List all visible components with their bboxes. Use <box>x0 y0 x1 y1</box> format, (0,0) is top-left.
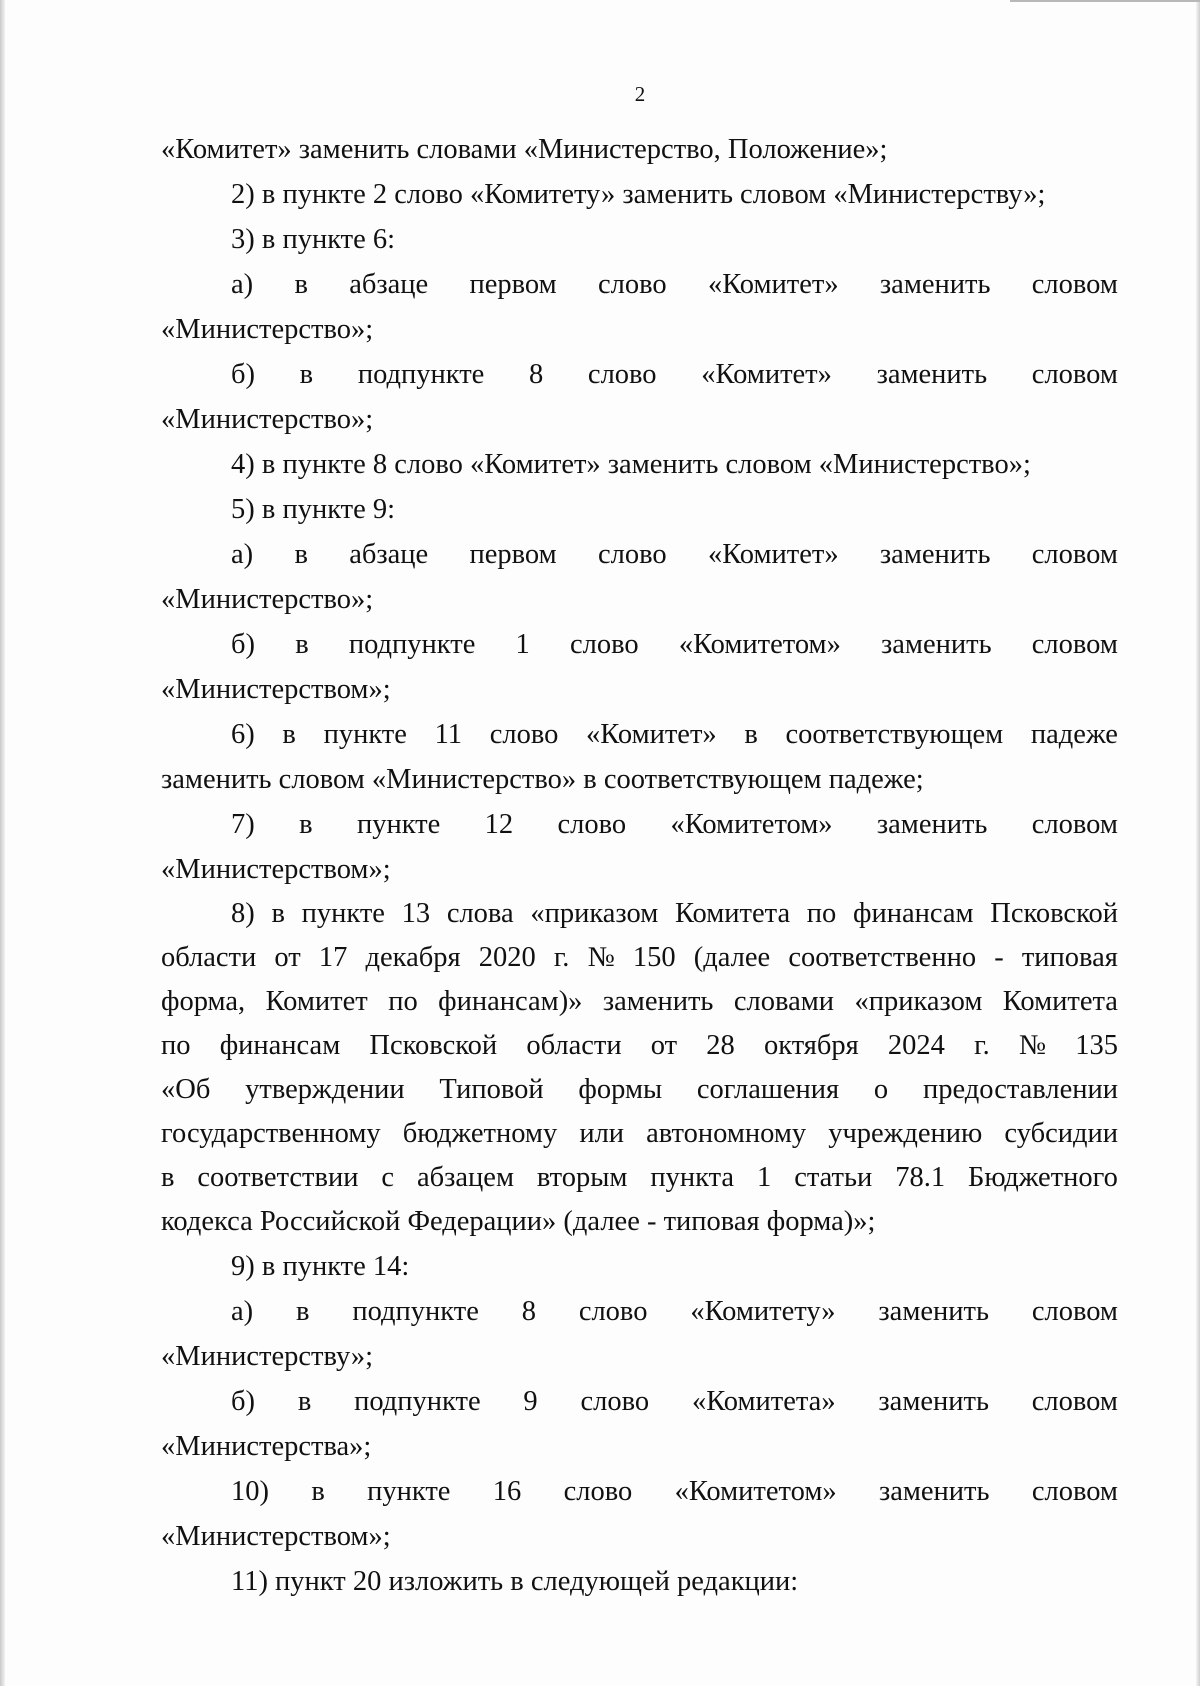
word: бюджетному <box>402 1118 558 1149</box>
word: слово <box>597 269 667 300</box>
justified-line <box>161 1289 1118 1334</box>
word: в <box>299 809 313 840</box>
word: пункте <box>356 809 441 840</box>
paragraph <box>161 532 1118 622</box>
word: в <box>744 719 758 750</box>
word: 17 <box>318 942 348 973</box>
word: пункте <box>301 898 385 929</box>
word: финансам <box>219 1030 341 1061</box>
word: 1 <box>515 629 530 660</box>
word: предоставлении <box>922 1074 1118 1105</box>
word: подпункте <box>354 1386 481 1417</box>
word: словом <box>1031 1476 1118 1507</box>
word: в <box>299 359 314 390</box>
paragraph <box>161 712 1118 802</box>
word: области <box>526 1030 622 1061</box>
word: пункте <box>323 719 407 750</box>
word: «Комитету» <box>690 1296 836 1327</box>
word: словом <box>1031 629 1118 660</box>
word: пункте <box>367 1476 451 1507</box>
word: финансам <box>853 898 974 929</box>
word: 135 <box>1075 1030 1118 1061</box>
word: слово <box>489 719 559 750</box>
text-line: «Министерством»; <box>161 854 391 885</box>
word: заменить <box>878 1386 989 1417</box>
word: б) <box>231 1386 255 1417</box>
scan-edge-top <box>1010 0 1200 2</box>
word: словом <box>1031 539 1118 570</box>
word: «приказом <box>530 898 659 929</box>
word: подпункте <box>348 629 476 660</box>
word: (далее <box>693 942 771 973</box>
word: слово <box>563 1476 633 1507</box>
word: вторым <box>536 1162 628 1193</box>
paragraph <box>161 1469 1118 1559</box>
paragraph <box>161 262 1118 352</box>
word: подпункте <box>357 359 485 390</box>
word: «Комитетом» <box>674 1476 837 1507</box>
word: в <box>282 719 296 750</box>
word: абзаце <box>349 269 429 300</box>
word: заменить <box>879 539 991 570</box>
word: слово <box>587 359 657 390</box>
text-line: 4) в пункте 8 слово «Комитет» заменить словом «Министерство»; <box>231 449 1031 480</box>
word: в <box>294 539 308 570</box>
word: соответствующем <box>785 719 1004 750</box>
word: 2020 <box>478 942 536 973</box>
word: 9 <box>523 1386 538 1417</box>
paragraph <box>161 1289 1118 1379</box>
word: заменить <box>876 809 988 840</box>
paragraph <box>161 442 1118 487</box>
word: первом <box>469 269 557 300</box>
word: Комитета <box>674 898 791 929</box>
word: утверждении <box>245 1074 405 1105</box>
word: о <box>873 1074 889 1105</box>
word: а) <box>231 539 254 570</box>
word: заменить <box>879 269 991 300</box>
word: 10) <box>231 1476 269 1507</box>
text-line: кодекса Российской Федерации» (далее - типовая форма)»; <box>161 1206 876 1237</box>
word: «Комитет» <box>707 539 839 570</box>
paragraph <box>161 487 1118 532</box>
text-line: 11) пункт 20 изложить в следующей редакции: <box>231 1566 799 1597</box>
word: «Комитета» <box>691 1386 836 1417</box>
word: заменить <box>881 629 992 660</box>
word: Комитет <box>265 986 368 1017</box>
word: 11 <box>434 719 463 750</box>
text-line: «Комитет» заменить словами «Министерство, Положение»; <box>161 134 888 165</box>
justified-line <box>161 1112 1118 1156</box>
word: «Комитет» <box>707 269 839 300</box>
text-line: «Министерства»; <box>161 1431 372 1462</box>
justified-line <box>161 1469 1118 1514</box>
word: 8) <box>231 898 255 929</box>
word: заменить <box>876 359 988 390</box>
word: слова <box>446 898 514 929</box>
word: октября <box>763 1030 859 1061</box>
text-line: 3) в пункте 6: <box>231 224 396 255</box>
word: или <box>579 1118 625 1149</box>
justified-line <box>161 1024 1118 1068</box>
word: типовая <box>1021 942 1118 973</box>
word: статьи <box>794 1162 873 1193</box>
word: словами <box>733 986 835 1017</box>
word: в <box>295 629 309 660</box>
word: г. <box>553 942 570 973</box>
text-line: 5) в пункте 9: <box>231 494 396 525</box>
word: Типовой <box>439 1074 544 1105</box>
word: 6) <box>231 719 255 750</box>
text-line: «Министерство»; <box>161 584 374 615</box>
word: пункта <box>650 1162 735 1193</box>
word: декабря <box>365 942 461 973</box>
word: Комитета <box>1002 986 1118 1017</box>
word: абзацем <box>416 1162 514 1193</box>
word: первом <box>469 539 557 570</box>
paragraph <box>161 802 1118 892</box>
paragraph <box>161 352 1118 442</box>
word: б) <box>231 359 255 390</box>
word: субсидии <box>1004 1118 1118 1149</box>
word: слово <box>578 1296 648 1327</box>
text-line: «Министерством»; <box>161 1521 391 1552</box>
word: 8 <box>529 359 544 390</box>
word: 16 <box>492 1476 522 1507</box>
word: «Комитет» <box>701 359 832 390</box>
word: автономному <box>646 1118 807 1149</box>
word: «Об <box>161 1074 211 1105</box>
text-line: «Министерство»; <box>161 314 374 345</box>
word: словом <box>1031 269 1118 300</box>
page-number: 2 <box>634 82 646 106</box>
word: словом <box>1031 359 1118 390</box>
word: слово <box>557 809 627 840</box>
word: 78.1 <box>895 1162 946 1193</box>
word: по <box>388 986 418 1017</box>
word: от <box>650 1030 678 1061</box>
word: по <box>161 1030 191 1061</box>
word: подпункте <box>352 1296 479 1327</box>
text-line: заменить словом «Министерство» в соответствующем падеже; <box>161 764 924 795</box>
justified-line <box>161 532 1118 577</box>
word: 8 <box>521 1296 536 1327</box>
paragraph <box>161 1559 1118 1604</box>
justified-line <box>161 1068 1118 1112</box>
word: слово <box>580 1386 650 1417</box>
word: Псковской <box>369 1030 498 1061</box>
word: соответственно <box>788 942 977 973</box>
word: абзаце <box>349 539 429 570</box>
paragraph <box>161 1244 1118 1289</box>
word: а) <box>231 1296 254 1327</box>
paragraph <box>161 127 1118 172</box>
word: № <box>587 942 615 973</box>
word: слово <box>597 539 667 570</box>
word: 13 <box>401 898 431 929</box>
word: в <box>271 898 285 929</box>
word: в <box>311 1476 325 1507</box>
word: соглашения <box>696 1074 840 1105</box>
scan-edge-right <box>1196 0 1200 1686</box>
word: учреждению <box>828 1118 983 1149</box>
word: «Комитет» <box>586 719 717 750</box>
justified-line <box>161 1379 1118 1424</box>
word: финансам)» <box>438 986 583 1017</box>
word: «Комитетом» <box>670 809 833 840</box>
justified-line <box>161 980 1118 1024</box>
word: Псковской <box>990 898 1118 929</box>
word: № <box>1018 1030 1047 1061</box>
word: слово <box>569 629 639 660</box>
word: заменить <box>878 1296 989 1327</box>
word: формы <box>578 1074 663 1105</box>
word: «приказом <box>854 986 983 1017</box>
justified-line <box>161 1156 1118 1200</box>
word: - <box>994 942 1004 973</box>
word: падеже <box>1030 719 1118 750</box>
paragraph <box>161 622 1118 712</box>
word: в <box>297 1386 312 1417</box>
word: форма, <box>161 986 246 1017</box>
word: Бюджетного <box>968 1162 1118 1193</box>
word: с <box>381 1162 395 1193</box>
word: г. <box>974 1030 990 1061</box>
justified-line <box>161 352 1118 397</box>
word: 2024 <box>887 1030 945 1061</box>
paragraph <box>161 217 1118 262</box>
word: 7) <box>231 809 255 840</box>
text-line: «Министерством»; <box>161 674 391 705</box>
word: 28 <box>706 1030 735 1061</box>
document-body <box>161 127 1118 1604</box>
paragraph <box>161 892 1118 1244</box>
word: 12 <box>484 809 514 840</box>
word: словом <box>1031 809 1118 840</box>
word: а) <box>231 269 254 300</box>
justified-line <box>161 262 1118 307</box>
word: заменить <box>602 986 714 1017</box>
word: 150 <box>632 942 676 973</box>
justified-line <box>161 802 1118 847</box>
paragraph <box>161 1379 1118 1469</box>
word: заменить <box>878 1476 990 1507</box>
word: по <box>806 898 837 929</box>
scan-edge-left <box>0 0 5 1686</box>
word: государственному <box>161 1118 381 1149</box>
word: словом <box>1031 1296 1118 1327</box>
word: словом <box>1031 1386 1118 1417</box>
word: «Комитетом» <box>678 629 841 660</box>
paragraph <box>161 172 1118 217</box>
word: от <box>274 942 301 973</box>
word: в <box>294 269 308 300</box>
text-line: 9) в пункте 14: <box>231 1251 410 1282</box>
justified-line <box>161 936 1118 980</box>
word: соответствии <box>197 1162 359 1193</box>
justified-line <box>161 712 1118 757</box>
text-line: «Министерство»; <box>161 404 374 435</box>
word: 1 <box>757 1162 772 1193</box>
word: б) <box>231 629 255 660</box>
word: в <box>161 1162 175 1193</box>
word: в <box>296 1296 310 1327</box>
text-line: 2) в пункте 2 слово «Комитету» заменить словом «Министерству»; <box>231 179 1046 210</box>
text-line: «Министерству»; <box>161 1341 374 1372</box>
justified-line <box>161 892 1118 936</box>
justified-line <box>161 622 1118 667</box>
word: области <box>161 942 257 973</box>
